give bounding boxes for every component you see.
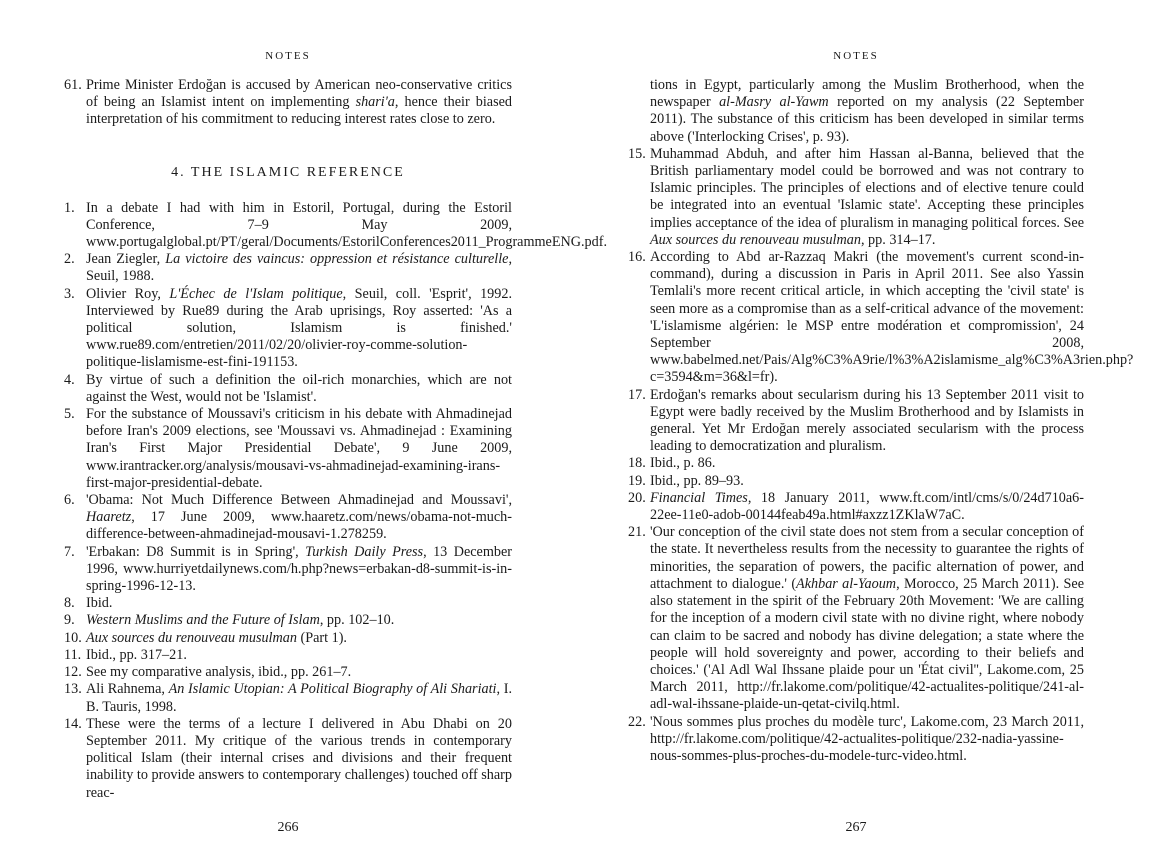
- right-page: [628, 0, 1134, 851]
- note-19: 19. Ibid., pp. 89–93.: [628, 472, 744, 489]
- note-17: 17. Erdoğan's remarks about secularism during his 13 September 2011 visit to Egypt were badly received by the Muslim Brotherhood and by Islamists in general. Yet Mr Erdoğan merely associated secularism with the process leading to democratization and pluralism.: [628, 386, 1084, 455]
- note-16: 16. According to Abd ar-Razzaq Makri (the movement's current scond-in-command), during a discussion in Paris in April 2011. See also Yassin Temlali's more recent critical article, in which accepting the 'civil state' is seen more as a compromise than as a self-critical advance of the movement: 'L'islamisme algérien: le MSP entre modération et compromission', 24 September 2008, www.babelmed.net/Pais/Alg%C3%A9rie/l%3%A2islamisme_alg%C3%A3rien.php?c=3594&m=36&l=fr).: [628, 249, 1134, 386]
- page-number: 266: [277, 820, 299, 835]
- note-2: 2. Jean Ziegler, La victoire des vaincus: oppression et résistance culturelle, Seuil, 1988.: [64, 251, 512, 285]
- note-11: 11. Ibid., pp. 317–21.: [64, 646, 187, 663]
- note-20: 20. Financial Times, 18 January 2011, www.ft.com/intl/cms/s/0/24d710a6-22ee-11e0-adob-00144feab49a.html#axzz1ZKlaW7aC.: [628, 489, 1085, 524]
- note-10: 10. Aux sources du renouveau musulman (Part 1).: [64, 629, 347, 646]
- note-7: 7. 'Erbakan: D8 Summit is in Spring', Turkish Daily Press, 13 December 1996, www.hurriyetdailynews.com/h.php?news=erbakan-d8-summit-is-in-spring-1996-12-13.: [64, 543, 512, 595]
- running-head: NOTES: [833, 50, 879, 62]
- note-13: 13. Ali Rahnema, An Islamic Utopian: A Political Biography of Ali Shariati, I. B. Tauris, 1998.: [64, 681, 512, 715]
- note-18: 18. Ibid., p. 86.: [628, 455, 716, 472]
- note-14-continued: tions in Egypt, particularly among the Muslim Brotherhood, when the newspaper al-Masry al-Yawm reported on my analysis (22 September 2011). The substance of this criticism has been developed in similar terms above ('Interlocking Crises', p. 93).: [650, 77, 1084, 145]
- note-14: 14. These were the terms of a lecture I delivered in Abu Dhabi on 20 September 2011. My critique of the various trends in contemporary political Islam (their internal crises and divisions and their frequent inability to provide answers to contemporary challenges) touched off sharp reac-: [64, 715, 512, 801]
- note-5: 5. For the substance of Moussavi's criticism in his debate with Ahmadinejad before Iran's 2009 elections, see 'Moussavi vs. Ahmadinejad : Examining Iran's First Major Presidential Debate', 9 June 2009, www.irantracker.org/analysis/mousavi-vs-ahmadinejad-examining-irans-first-major-presidential-debate.: [64, 406, 512, 491]
- page-number: 267: [845, 820, 867, 835]
- note-6: 6. 'Obama: Not Much Difference Between Ahmadinejad and Moussavi', Haaretz, 17 June 2009, www.haaretz.com/news/obama-not-much-difference-between-ahmadinejad-mousavi-1.278259.: [64, 492, 512, 543]
- running-head: NOTES: [265, 50, 311, 62]
- note-1: 1. In a debate I had with him in Estoril, Portugal, during the Estoril Conference, 7–9 May 2009, www.portugalglobal.pt/PT/geral/Documents/EstorilConferences2011_ProgrammeENG.pdf.: [64, 199, 608, 251]
- right-page-body: [628, 77, 1134, 765]
- note-12: 12. See my comparative analysis, ibid., pp. 261–7.: [64, 664, 352, 681]
- note-21: 21. 'Our conception of the civil state does not stem from a secular conception of the state. It nevertheless results from the necessity to guarantee the rights of minorities, the separation of powers, the pacific alternation of power, and attachment to dialogue.' (Akhbar al-Yaoum, Morocco, 25 March 2011). See also statement in the spirit of the February 20th Movement: 'We are calling for the inception of a modern civil state with no divine right, where nobody can claim to be sacred and nobody has divine delegation; a state where the people will hold sovereignty and power, according to their beliefs and choices.' ('Al Adl Wal Ihssane plaide pour un 'État civil'', Lakome.com, 25 March 2011, http://fr.lakome.com/politique/42-actualites-politique/241-al-adl-wal-ihssane-plaide-un-qetat-civilq.html.: [628, 524, 1085, 713]
- section-title: 4. THE ISLAMIC REFERENCE: [171, 164, 405, 180]
- note-9: 9. Western Muslims and the Future of Islam, pp. 102–10.: [64, 612, 395, 629]
- note-4: 4. By virtue of such a definition the oil-rich monarchies, which are not against the West, would not be 'Islamist'.: [64, 371, 512, 405]
- note-61: 61. Prime Minister Erdoğan is accused by American neo-conservative critics of being an Islamist intent on implementing shari'a, hence their biased interpretation of his commitment to reducing interest rates close to zero.: [64, 77, 512, 128]
- note-3: 3. Olivier Roy, L'Échec de l'Islam politique, Seuil, coll. 'Esprit', 1992. Interviewed by Rue89 during the Arab uprisings, Roy asserted: 'As a political solution, Islamism is finished.' www.rue89.com/entretien/2011/02/20/olivier-roy-comme-solution-politique-lislamisme-est-fini-191153.: [64, 285, 512, 371]
- left-page: [64, 0, 608, 851]
- note-8: 8. Ibid.: [64, 595, 113, 612]
- note-15: 15. Muhammad Abduh, and after him Hassan al-Banna, believed that the British parliamentary model could be borrowed and was not contrary to Islamic principles. The principles of elections and of elective tenure could be integrated into an eventual 'Islamic state'. Accepting these principles implies acceptance of the idea of pluralism in managing political forces. See Aux sources du renouveau musulman, pp. 314–17.: [628, 145, 1084, 248]
- left-page-body: [64, 77, 608, 802]
- note-22: 22. 'Nous sommes plus proches du modèle turc', Lakome.com, 23 March 2011, http://fr.lakome.com/politique/42-actualites-politique/232-nadia-yassine-nous-sommes-plus-proches-du-modele-turc-video.html.: [628, 713, 1084, 764]
